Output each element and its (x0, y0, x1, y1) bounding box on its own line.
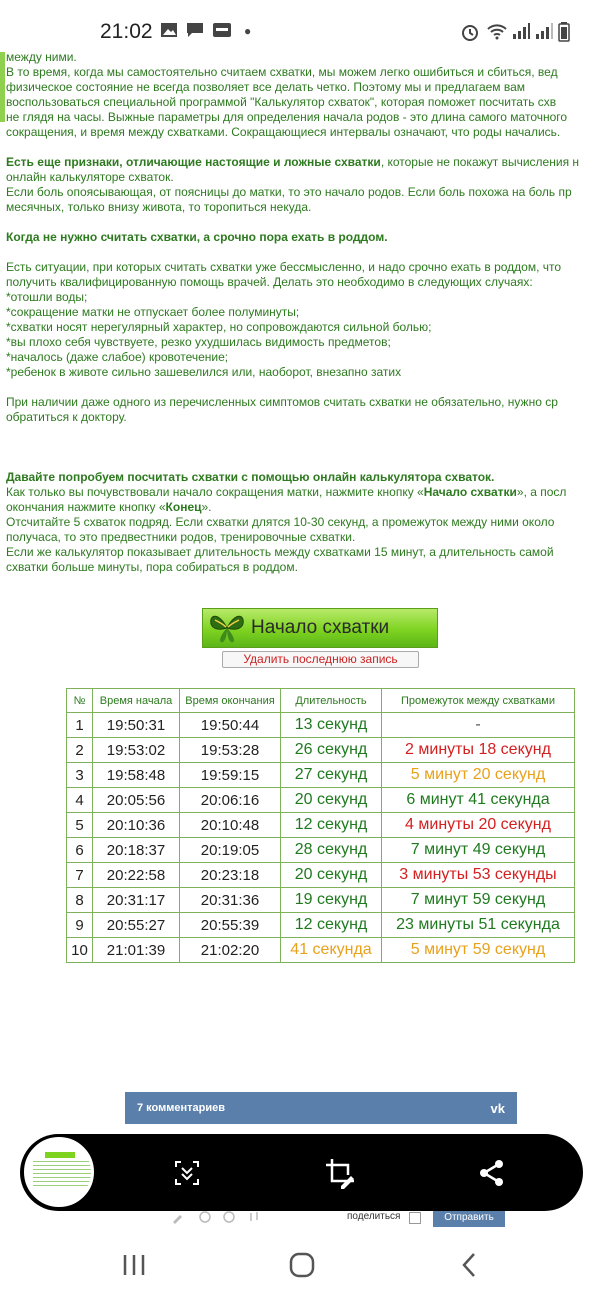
column-header: Длительность (281, 689, 382, 713)
article-line: схватки больше минуты, пора собираться в роддом. (6, 560, 298, 574)
column-header: Время окончания (180, 689, 281, 713)
row-number-cell: 9 (67, 913, 93, 938)
start-time-cell: 20:18:37 (93, 838, 180, 863)
start-contraction-label: Начало схватки (251, 617, 390, 638)
scroll-capture-icon[interactable] (170, 1156, 204, 1190)
photo-icon (200, 1212, 210, 1222)
interval-cell: 7 минут 59 секунд (382, 888, 575, 913)
row-number-cell: 7 (67, 863, 93, 888)
signal-icon-2 (535, 22, 553, 43)
start-time-cell: 20:05:56 (93, 788, 180, 813)
article-line (6, 485, 600, 500)
start-time-cell: 19:53:02 (93, 738, 180, 763)
end-time-cell: 19:53:28 (180, 738, 281, 763)
table-row (67, 813, 575, 838)
table-row (67, 788, 575, 813)
attachment-icons (171, 1210, 267, 1227)
table-row (67, 888, 575, 913)
status-time: 21:02 (100, 20, 153, 43)
end-time-cell: 20:10:48 (180, 813, 281, 838)
article-line: получаса, то это предвестники родов, тренировочные схватки. (6, 530, 356, 544)
article-line: не глядя на часы. Выжные параметры для определения начала родов - это длина самого маточного (6, 110, 568, 124)
row-number-cell: 5 (67, 813, 93, 838)
end-time-cell: 20:31:36 (180, 888, 281, 913)
interval-cell: 23 минуты 51 секунда (382, 913, 575, 938)
start-contraction-button[interactable] (202, 608, 438, 648)
duration-cell: 20 секунд (281, 788, 382, 813)
back-icon[interactable] (455, 1250, 485, 1280)
system-navigation-bar (0, 1232, 600, 1298)
signs-heading: Есть еще признаки, отличающие настоящие и ложные схватки (6, 155, 381, 169)
contractions-table (66, 688, 575, 963)
vk-comments-header (125, 1092, 517, 1124)
article-line: обратиться к доктору. (6, 410, 127, 424)
interval-cell: 5 минут 59 секунд (382, 938, 575, 963)
table-row (67, 713, 575, 738)
article-bold: Конец (165, 500, 202, 514)
audio-icon (251, 1212, 257, 1221)
row-number-cell: 2 (67, 738, 93, 763)
duration-cell: 13 секунд (281, 713, 382, 738)
hospital-heading-text: Когда не нужно считать схватки, а срочно пора ехать в роддом. (6, 230, 388, 244)
delete-last-record-button[interactable]: Удалить последнюю запись (222, 651, 419, 668)
article-line: В то время, когда мы самостоятельно считаем схватки, мы можем легко ошибиться и сбиться, вед (6, 65, 558, 79)
table-header-row (67, 689, 575, 713)
article-line: Если же калькулятор показывает длительность между схватками 15 минут, а длительность самой (6, 545, 554, 559)
comments-count: 7 комментариев (137, 1102, 226, 1114)
end-time-cell: 21:02:20 (180, 938, 281, 963)
article-line: *вы плохо себя чувствуете, резко ухудшилась видимость предметов; (6, 335, 391, 349)
article-fragment: , которые не покажут вычисления н (380, 155, 580, 169)
column-header: № (67, 689, 93, 713)
row-number-cell: 6 (67, 838, 93, 863)
row-number-cell: 3 (67, 763, 93, 788)
end-time-cell: 20:55:39 (180, 913, 281, 938)
article-line: месячных, только внизу живота, то торопиться некуда. (6, 200, 312, 214)
article-line: *ребенок в животе сильно зашевелился или, наоборот, внезапно затих (6, 365, 402, 379)
article-text (6, 50, 600, 575)
share-checkbox[interactable] (409, 1212, 421, 1224)
start-time-cell: 20:31:17 (93, 888, 180, 913)
signal-icon-1 (512, 22, 530, 43)
article-line: При наличии даже одного из перечисленных симптомов считать схватки не обязательно, нужно ср (6, 395, 558, 409)
graffiti-icon (173, 1215, 182, 1224)
article-line: Есть ситуации, при которых считать схватки уже бессмысленно, и надо срочно ехать в роддом, что (6, 260, 562, 274)
start-time-cell: 19:50:31 (93, 713, 180, 738)
table-row (67, 838, 575, 863)
article-bold: Начало схватки (423, 485, 517, 499)
article-line (6, 500, 600, 515)
article-fragment: окончания нажмите кнопку « (6, 500, 166, 514)
article-line: получить квалифицированную помощь врачей. Делать это необходимо в следующих случаях: (6, 275, 533, 289)
share-label: поделиться (347, 1211, 401, 1222)
article-line: Отсчитайте 5 схваток подряд. Если схватки длятся 10-30 секунд, а промежуток между ними около (6, 515, 555, 529)
column-header: Промежуток между схватками (382, 689, 575, 713)
video-icon (224, 1212, 234, 1222)
article-line: между ними. (6, 50, 77, 64)
interval-cell: 5 минут 20 секунд (382, 763, 575, 788)
home-icon[interactable] (287, 1250, 317, 1280)
table-row (67, 913, 575, 938)
duration-cell: 28 секунд (281, 838, 382, 863)
column-header: Время начала (93, 689, 180, 713)
status-bar (0, 0, 600, 52)
duration-cell: 27 секунд (281, 763, 382, 788)
end-time-cell: 20:23:18 (180, 863, 281, 888)
scroll-marker (0, 52, 5, 122)
article-fragment: ». (201, 500, 212, 514)
end-time-cell: 20:06:16 (180, 788, 281, 813)
start-time-cell: 19:58:48 (93, 763, 180, 788)
row-number-cell: 1 (67, 713, 93, 738)
table-row (67, 863, 575, 888)
alarm-icon (460, 22, 480, 45)
article-line: онлайн калькуляторе схваток. (6, 170, 174, 184)
interval-cell: - (382, 713, 575, 738)
duration-cell: 41 секунда (281, 938, 382, 963)
interval-cell: 4 минуты 20 секунд (382, 813, 575, 838)
screenshot-thumbnail[interactable] (24, 1137, 94, 1207)
butterfly-icon (207, 610, 247, 646)
more-notifications-dot-icon: ● (244, 24, 252, 38)
article-line: *началось (даже слабое) кровотечение; (6, 350, 229, 364)
row-number-cell: 4 (67, 788, 93, 813)
share-icon[interactable] (475, 1156, 509, 1190)
article-fragment: », а посл (516, 485, 567, 499)
start-time-cell: 20:22:58 (93, 863, 180, 888)
table-row (67, 763, 575, 788)
crop-edit-icon[interactable] (323, 1156, 357, 1190)
wifi-icon (486, 22, 508, 43)
article-line: Если боль опоясывающая, от поясницы до матки, то это начало родов. Если боль похожа на боль пр (6, 185, 572, 199)
interval-cell: 3 минуты 53 секунды (382, 863, 575, 888)
article-line: *отошли воды; (6, 290, 88, 304)
interval-cell: 6 минут 41 секунда (382, 788, 575, 813)
article-line: *сокращение матки не отпускает более полуминуты; (6, 305, 300, 319)
article-line: физическое состояние не всегда позволяет все делать четко. Поэтому мы и предлагаем вам (6, 80, 526, 94)
duration-cell: 20 секунд (281, 863, 382, 888)
article-line: сокращения, и время между схватками. Сокращающиеся интервалы означают, что роды начались. (6, 125, 561, 139)
end-time-cell: 20:19:05 (180, 838, 281, 863)
hospital-heading (6, 230, 600, 245)
duration-cell: 26 секунд (281, 738, 382, 763)
table-row (67, 738, 575, 763)
duration-cell: 19 секунд (281, 888, 382, 913)
interval-cell: 2 минуты 18 секунд (382, 738, 575, 763)
start-time-cell: 20:55:27 (93, 913, 180, 938)
article-line: *схватки носят нерегулярный характер, но сопровождаются сильной болью; (6, 320, 432, 334)
end-time-cell: 19:59:15 (180, 763, 281, 788)
duration-cell: 12 секунд (281, 913, 382, 938)
article-line: воспользоваться специальной программой "Калькулятор схваток", которая поможет посчитать схв (6, 95, 557, 109)
start-time-cell: 21:01:39 (93, 938, 180, 963)
send-button[interactable]: Отправить (433, 1209, 505, 1227)
calculator-heading-text: Давайте попробуем посчитать схватки с помощью онлайн калькулятора схваток. (6, 470, 495, 484)
battery-icon (558, 22, 570, 45)
recent-apps-icon[interactable] (119, 1250, 149, 1280)
duration-cell: 12 секунд (281, 813, 382, 838)
start-time-cell: 20:10:36 (93, 813, 180, 838)
screenshot-toolbar (20, 1134, 583, 1211)
end-time-cell: 19:50:44 (180, 713, 281, 738)
vk-logo: vk (490, 1101, 505, 1116)
article-line (6, 155, 600, 170)
interval-cell: 7 минут 49 секунд (382, 838, 575, 863)
chat-notification-icon (186, 22, 204, 41)
gallery-notification-icon (160, 22, 178, 41)
article-fragment: Как только вы почувствовали начало сокращения матки, нажмите кнопку « (6, 485, 424, 499)
row-number-cell: 8 (67, 888, 93, 913)
row-number-cell: 10 (67, 938, 93, 963)
app-notification-icon (212, 22, 232, 41)
calculator-heading (6, 470, 600, 485)
table-row (67, 938, 575, 963)
